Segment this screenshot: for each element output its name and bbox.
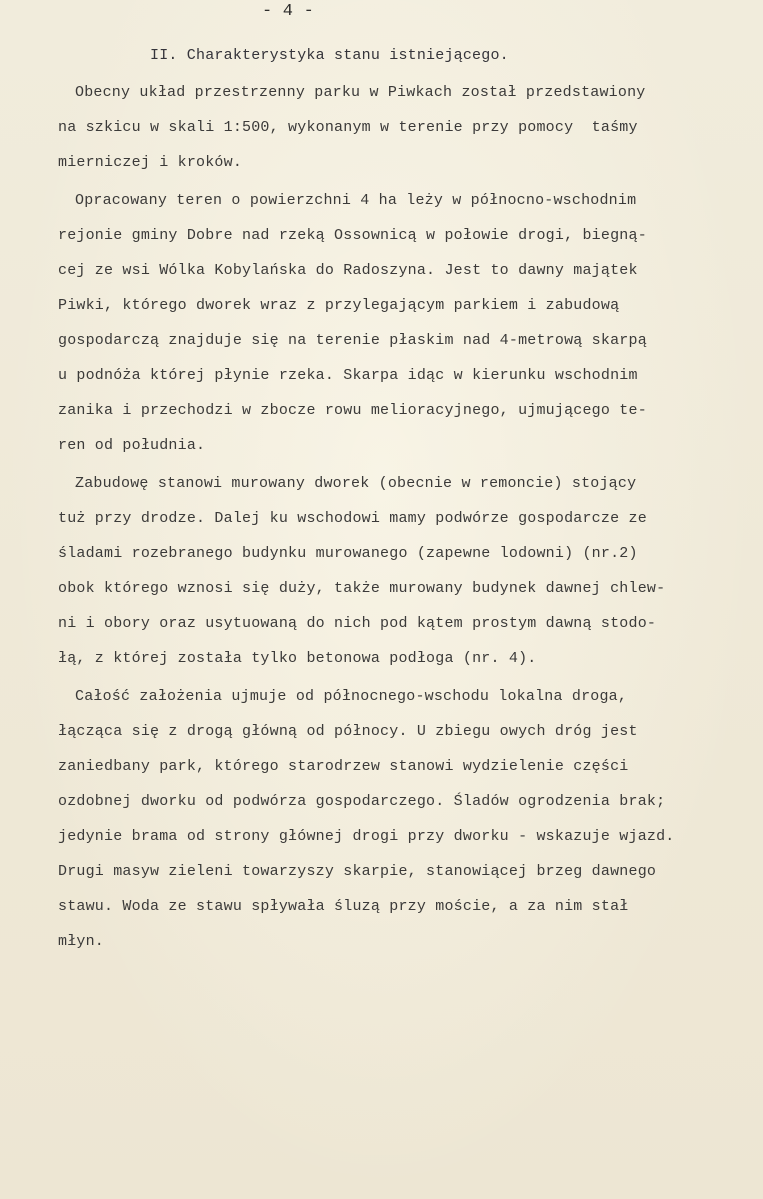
section-heading: II. Charakterystyka stanu istniejącego. (150, 47, 509, 64)
paragraph-line: rejonie gminy Dobre nad rzeką Ossownicą w połowie drogi, biegną- (58, 227, 647, 244)
paragraph-line: śladami rozebranego budynku murowanego (zapewne lodowni) (nr.2) (58, 545, 638, 562)
paragraph-line: ozdobnej dworku od podwórza gospodarczego. Śladów ogrodzenia brak; (58, 793, 666, 810)
paragraph-line: zanika i przechodzi w zbocze rowu melioracyjnego, ujmującego te- (58, 402, 647, 419)
paragraph-line: u podnóża której płynie rzeka. Skarpa idąc w kierunku wschodnim (58, 367, 638, 384)
paragraph-line: Całość założenia ujmuje od północnego-wschodu lokalna droga, (75, 688, 628, 705)
paragraph-line: ren od południa. (58, 437, 206, 454)
paragraph-line: Opracowany teren o powierzchni 4 ha leży w północno-wschodnim (75, 192, 637, 209)
paragraph-line: cej ze wsi Wólka Kobylańska do Radoszyna. Jest to dawny majątek (58, 262, 638, 279)
paragraph-line: na szkicu w skali 1:500, wykonanym w terenie przy pomocy taśmy (58, 119, 638, 136)
paragraph-line: gospodarczą znajduje się na terenie płaskim nad 4-metrową skarpą (58, 332, 647, 349)
paragraph-line: Piwki, którego dworek wraz z przylegającym parkiem i zabudową (58, 297, 620, 314)
paragraph-line: zaniedbany park, którego starodrzew stanowi wydzielenie części (58, 758, 629, 775)
paragraph-line: ni i obory oraz usytuowaną do nich pod kątem prostym dawną stodo- (58, 615, 657, 632)
paragraph-line: Obecny układ przestrzenny parku w Piwkach został przedstawiony (75, 84, 646, 101)
paragraph-line: tuż przy drodze. Dalej ku wschodowi mamy podwórze gospodarcze ze (58, 510, 647, 527)
paragraph-line: łą, z której została tylko betonowa podłoga (nr. 4). (58, 650, 537, 667)
paragraph-line: młyn. (58, 933, 105, 950)
paragraph-line: Zabudowę stanowi murowany dworek (obecnie w remoncie) stojący (75, 475, 637, 492)
paragraph-line: Drugi masyw zieleni towarzyszy skarpie, stanowiącej brzeg dawnego (58, 863, 657, 880)
paragraph-line: stawu. Woda ze stawu spływała śluzą przy moście, a za nim stał (58, 898, 629, 915)
paragraph-line: obok którego wznosi się duży, także murowany budynek dawnej chlew- (58, 580, 666, 597)
paragraph-line: łącząca się z drogą główną od północy. U zbiegu owych dróg jest (58, 723, 638, 740)
page-number: - 4 - (262, 2, 315, 21)
paragraph-line: mierniczej i kroków. (58, 154, 243, 171)
paragraph-line: jedynie brama od strony głównej drogi przy dworku - wskazuje wjazd. (58, 828, 675, 845)
